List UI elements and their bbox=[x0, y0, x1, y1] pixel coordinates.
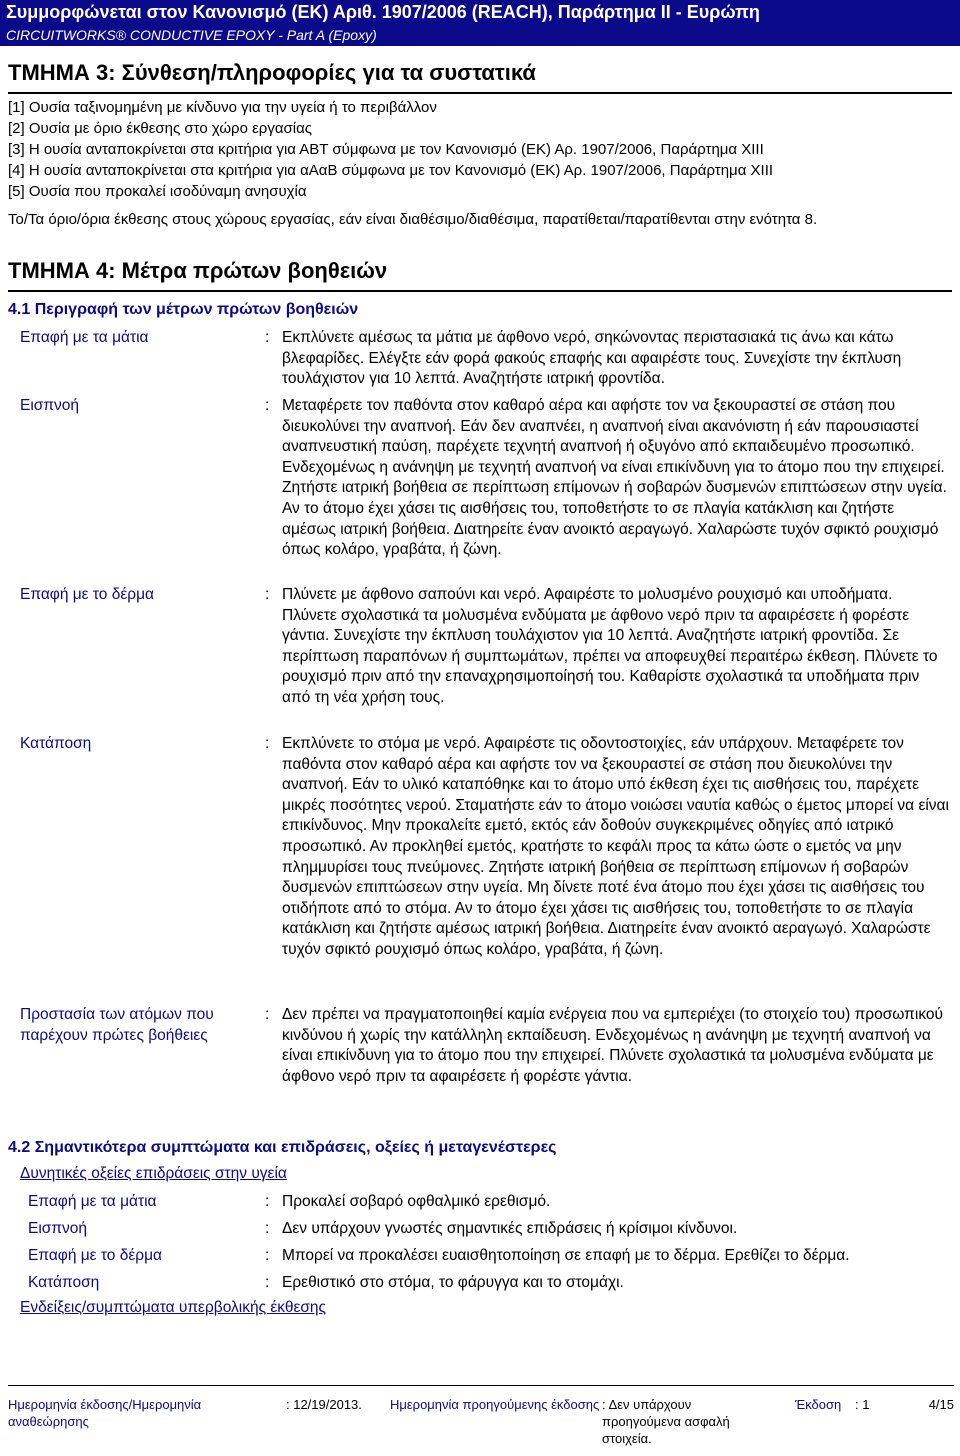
acute-label: Επαφή με το δέρμα bbox=[28, 1247, 162, 1264]
section-3-title: ΤΜΗΜΑ 3: Σύνθεση/πληροφορίες για τα συστατικά bbox=[8, 60, 952, 94]
note-1: [1] Ουσία ταξινομημένη με κίνδυνο για την υγεία ή το περιβάλλον bbox=[8, 99, 437, 116]
footer-version-label: Έκδοση bbox=[795, 1397, 842, 1412]
acute-text: Προκαλεί σοβαρό οφθαλμικό ερεθισμό. bbox=[282, 1193, 551, 1210]
footer-page-number: 4/15 bbox=[928, 1397, 954, 1412]
measure-text: Μεταφέρετε τον παθόντα στον καθαρό αέρα και αφήστε τον να ξεκουραστεί σε στάση που διευκολύνει την αναπνοή. Εάν δεν αναπνέει, η αναπνοή είναι ακανόνιστη ή εάν παρουσιαστεί αναπνευστική παύση, παρέχετε τεχνητή αναπνοή ή οξυγόνο από εκπαιδευμένο προσωπικό. Ενδεχομένως η ανάνηψη με τεχνητή αναπνοή να είναι επικίνδυνη για το άτομο που την επιχειρεί. Ζητήστε ιατρική βοήθεια σε περίπτωση επίμονων ή σοβαρών δυσμενών επιπτώσεων στην υγεία. Αν το άτομο έχει χάσει τις αισθήσεις του, τοποθετήστε το σε πλαγία κατάκλιση και ζητήστε αμέσως ιατρική βοήθεια. Διατηρείτε έναν ανοικτό αεραγωγό. Χαλαρώστε τυχόν σφικτό ρουχισμό όπως κολάρο, γραβάτα, ή ζώνη. bbox=[282, 397, 947, 559]
measure-label: Κατάποση bbox=[20, 735, 92, 752]
subsection-4-2-title: 4.2 Σημαντικότερα συμπτώματα και επιδράσεις, οξείες ή μεταγενέστερες bbox=[8, 1139, 557, 1156]
measure-text: Εκπλύνετε αμέσως τα μάτια με άφθονο νερό, σηκώνοντας περιστασιακά τις άνω και κάτω βλεφαρίδες. Ελέγξτε εάν φορά φακούς επαφής και αφαιρέστε τους. Συνεχίστε την έκπλυση τουλάχιστον για 10 λεπτά. Αναζητήστε ιατρική φροντίδα. bbox=[282, 329, 902, 388]
footer-version-value: : 1 bbox=[855, 1397, 870, 1412]
footer-prev-date-value: : Δεν υπάρχουν προηγούμενα ασφαλή στοιχεία. bbox=[602, 1397, 730, 1446]
acute-effects-heading: Δυνητικές οξείες επιδράσεις στην υγεία bbox=[20, 1165, 287, 1182]
note-2: [2] Ουσία με όριο έκθεσης στο χώρο εργασίας bbox=[8, 120, 312, 137]
acute-label: Κατάποση bbox=[28, 1274, 100, 1291]
note-5: [5] Ουσία που προκαλεί ισοδύναμη ανησυχία bbox=[8, 183, 307, 200]
measure-text: Δεν πρέπει να πραγματοποιηθεί καμία ενέργεια που να εμπεριέχει (το στοιχείο του) προσωπικού κινδύνου ή χωρίς την κατάλληλη εκπαίδευση. Ενδεχομένως η ανάνηψη με τεχνητή αναπνοή να είναι επικίνδυνη για το άτομο που την επιχειρεί. Πλύνετε σχολαστικά τα μολυσμένα ενδύματα με άφθονο νερό πριν τα αφαιρέσετε ή φορέστε γάντια. bbox=[282, 1006, 943, 1085]
footer-divider bbox=[8, 1385, 954, 1386]
acute-text: Ερεθιστικό στο στόμα, το φάρυγγα και το στομάχι. bbox=[282, 1274, 624, 1291]
footer-issue-date-value: : 12/19/2013. bbox=[286, 1397, 362, 1412]
product-name: CIRCUITWORKS® CONDUCTIVE EPOXY - Part A (Epoxy) bbox=[0, 24, 960, 46]
footer-issue-date-label: Ημερομηνία έκδοσης/Ημερομηνία αναθεώρησης bbox=[8, 1397, 202, 1429]
measure-label: Εισπνοή bbox=[20, 397, 80, 414]
document-header-title: Συμμορφώνεται στον Κανονισμό (ΕΚ) Αριθ. 1907/2006 (REACH), Παράρτημα II - Ευρώπη bbox=[0, 0, 960, 24]
acute-label: Εισπνοή bbox=[28, 1220, 88, 1237]
acute-label: Επαφή με τα μάτια bbox=[28, 1193, 157, 1210]
measure-label: Προστασία των ατόμων που παρέχουν πρώτες βοήθειες bbox=[20, 1006, 214, 1044]
subsection-4-1-title: 4.1 Περιγραφή των μέτρων πρώτων βοηθειών bbox=[8, 301, 359, 318]
exposure-limits-note: Το/Τα όριο/όρια έκθεσης στους χώρους εργασίας, εάν είναι διαθέσιμο/διαθέσιμα, παρατίθεται/παρατίθενται στην ενότητα 8. bbox=[8, 211, 818, 228]
footer-prev-date-label: Ημερομηνία προηγούμενης έκδοσης bbox=[390, 1397, 600, 1412]
measure-text: Εκπλύνετε το στόμα με νερό. Αφαιρέστε τις οδοντοστοιχίες, εάν υπάρχουν. Μεταφέρετε τον παθόντα στον καθαρό αέρα και αφήστε τον να ξεκουραστεί σε στάση που διευκολύνει την αναπνοή. Εάν το υλικό καταπόθηκε και το άτομο υπό έκθεση έχει τις αισθήσεις του, παρέχετε μικρές ποσότητες νερού. Σταματήστε εάν το άτομο νοιώσει ναυτία καθώς ο έμετος μπορεί να είναι επικίνδυνος. Μην προκαλείτε εμετό, εκτός εάν δοθούν συγκεκριμένες οδηγίες από ιατρικό προσωπικό. Αν προκληθεί εμετός, κρατήστε το κεφάλι προς τα κάτω ώστε ο εμετός να μην πλημμυρίσει τους πνεύμονες. Ζητήστε ιατρική βοήθεια σε περίπτωση επίμονων ή σοβαρών δυσμενών επιπτώσεων στην υγεία. Μη δίνετε ποτέ ένα άτομο που έχει χάσει τις αισθήσεις του οτιδήποτε από το στόμα. Αν το άτομο έχει χάσει τις αισθήσεις του, τοποθετήστε το σε πλαγία κατάκλιση και ζητήστε αμέσως ιατρική βοήθεια. Διατηρείτε έναν ανοικτό αεραγωγό. Χαλαρώστε τυχόν σφικτό ρουχισμό όπως κολάρο, γραβάτα, ή ζώνη. bbox=[282, 735, 949, 958]
measure-label: Επαφή με το δέρμα bbox=[20, 586, 154, 603]
overexposure-heading: Ενδείξεις/συμπτώματα υπερβολικής έκθεσης bbox=[20, 1299, 327, 1316]
section-4-title: ΤΜΗΜΑ 4: Μέτρα πρώτων βοηθειών bbox=[8, 258, 952, 292]
acute-text: Μπορεί να προκαλέσει ευαισθητοποίηση σε επαφή με το δέρμα. Ερεθίζει το δέρμα. bbox=[282, 1247, 850, 1264]
note-4: [4] Η ουσία ανταποκρίνεται στα κριτήρια για αΑαΒ σύμφωνα με τον Κανονισμό (ΕΚ) Αρ. 1907/2006, Παράρτημα XIII bbox=[8, 162, 774, 179]
note-3: [3] Η ουσία ανταποκρίνεται στα κριτήρια για ΑΒΤ σύμφωνα με τον Κανονισμό (ΕΚ) Αρ. 1907/2006, Παράρτημα XIII bbox=[8, 141, 764, 158]
measure-label: Επαφή με τα μάτια bbox=[20, 329, 149, 346]
acute-text: Δεν υπάρχουν γνωστές σημαντικές επιδράσεις ή κρίσιμοι κίνδυνοι. bbox=[282, 1220, 738, 1237]
measure-text: Πλύνετε με άφθονο σαπούνι και νερό. Αφαιρέστε το μολυσμένο ρουχισμό και υποδήματα. Πλύνετε σχολαστικά τα μολυσμένα ενδύματα με άφθονο νερό πριν τα αφαιρέσετε ή φορέστε γάντια. Συνεχίστε την έκπλυση τουλάχιστον για 10 λεπτά. Αναζητήστε ιατρική φροντίδα. Σε περίπτωση παραπόνων ή συμπτωμάτων, πρέπει να αποφευχθεί περαιτέρω έκθεση. Πλύνετε το ρουχισμό πριν από την επαναχρησιμοποίησή του. Καθαρίστε σχολαστικά τα υποδήματα πριν από τη νέα χρήση τους. bbox=[282, 586, 938, 706]
